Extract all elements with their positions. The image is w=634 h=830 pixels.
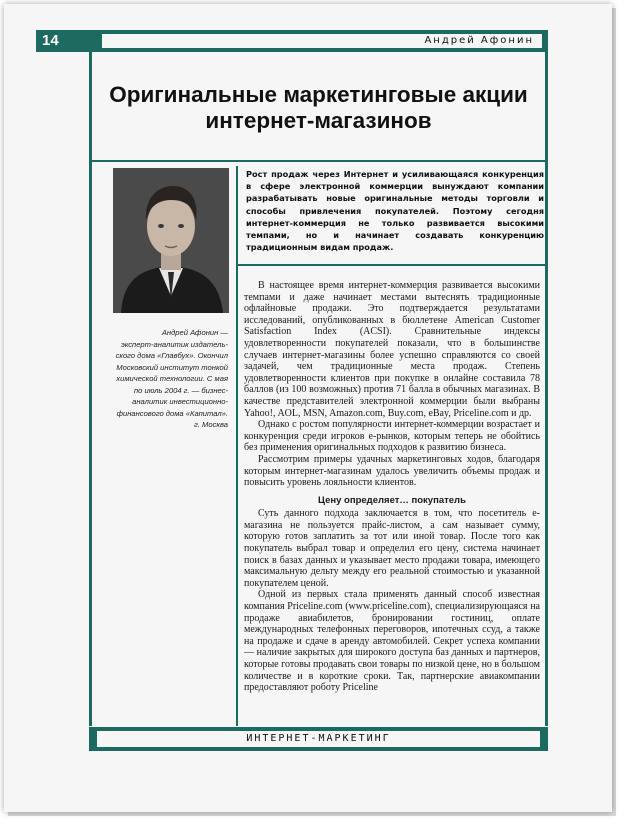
caption-line: химической технологии. С мая [116,374,228,383]
caption-line: г. Москва [194,420,228,429]
body-paragraph-3: Рассмотрим примеры удачных маркетинговых ходов, благодаря которым интернет-магазинам удалось увеличить объемы продаж и повысить уровень лояльности клиентов. [244,453,540,489]
footer-label-box [97,731,540,747]
caption-line: эксперт-аналитик издатель- [121,339,228,349]
body-paragraph-4: Суть данного подхода заключается в том, что посетитель е-магазина не пользуется прайс-листом, а сам называет сумму, которую готов заплатить за тот или иной товар. После того как покупатель выбрал товар и определил его цену, система начинает поиск в базах данных и указывает место продажи товара, имеющего максимальную дельту между его реальной стоимостью и указанной покупателем ценой. [244,508,540,589]
body-paragraph-1: В настоящее время интернет-коммерция развивается высокими темпами и даже начинает местами вытеснять традиционные офлайновые продажи. Это подтверждается результатами исследований, опубликованных в бюллетене American Customer Satisfaction Index (ACSI). Сравнительные индексы удовлетворенности покупателей показали, что в большинстве случаев интернет-магазины более успешно справляются со своей задачей, чем традиционные места продаж. Степень удовлетворенности клиентов при покупке в онлайне составила 78 баллов (из 100 возможных) против 71 балла в обычных магазинах. В качестве представителей электронной коммерции были выбраны Yahoo!, AOL, MSN, Amazon.com, Buy.com, eBay, Priceline.com и др. [244,280,540,419]
author-photo [113,168,229,313]
lead-divider [238,264,548,266]
page-number: 14 [42,32,59,49]
caption-line: финансового дома «Капитал». [116,408,228,418]
caption-line: Московский институт тонкой [116,362,228,372]
title-line-1: Оригинальные маркетинговые акции [109,82,528,107]
article-title [92,82,545,134]
title-line-2: интернет-магазинов [205,108,432,133]
caption-line: Андрей Афонин — [161,328,228,337]
caption-line: аналитик инвестиционно- [132,397,228,406]
column-divider [236,166,238,726]
author-portrait-graphic [113,168,229,313]
header-author-box [102,34,542,48]
caption-line: ского дома «Главбух». Окончил [115,351,228,360]
section-subheading: Цену определяет… покупатель [318,494,466,506]
header-author-name: Андрей Афонин [424,35,534,46]
author-caption [96,327,228,431]
article-body [244,280,540,694]
footer-section-label: ИНТЕРНЕТ-МАРКЕТИНГ [246,733,391,744]
body-paragraph-2: Однако с ростом популярности интернет-коммерции возрастает и конкуренция среди игроков е-рынков, которым теперь не обойтись без применения оригинальных подходов к развитию бизнеса. [244,419,540,454]
title-divider [89,160,548,162]
caption-line: по июль 2004 г. — бизнес- [133,385,228,395]
lead-paragraph: Рост продаж через Интернет и усиливающаяся конкуренция в сфере электронной коммерции вынуждают компании разрабатывать новые оригинальные методы торговли и способы привлечения покупателей. Поэтому сегодня интернет-коммерция не только развивается высокими темпами, но и начинает создавать конкуренцию традиционным видам продаж. [246,169,544,253]
body-paragraph-5: Одной из первых стала применять данный способ известная компания Priceline.com (www.priceline.com), специализирующаяся на продаже авиабилетов, бронировании гостиниц, оплате международных телефонных переговоров, ипотечных ссуд, а также на продаже и сдаче в аренду автомобилей. Секрет успеха компании — наличие закрытых для широкого доступа баз данных и партнеров, которые готовы продавать свои товары по низкой цене, но в большом количестве и в короткие сроки. Так, партнерские авиакомпании предоставляют роботу Priceline [244,589,540,694]
